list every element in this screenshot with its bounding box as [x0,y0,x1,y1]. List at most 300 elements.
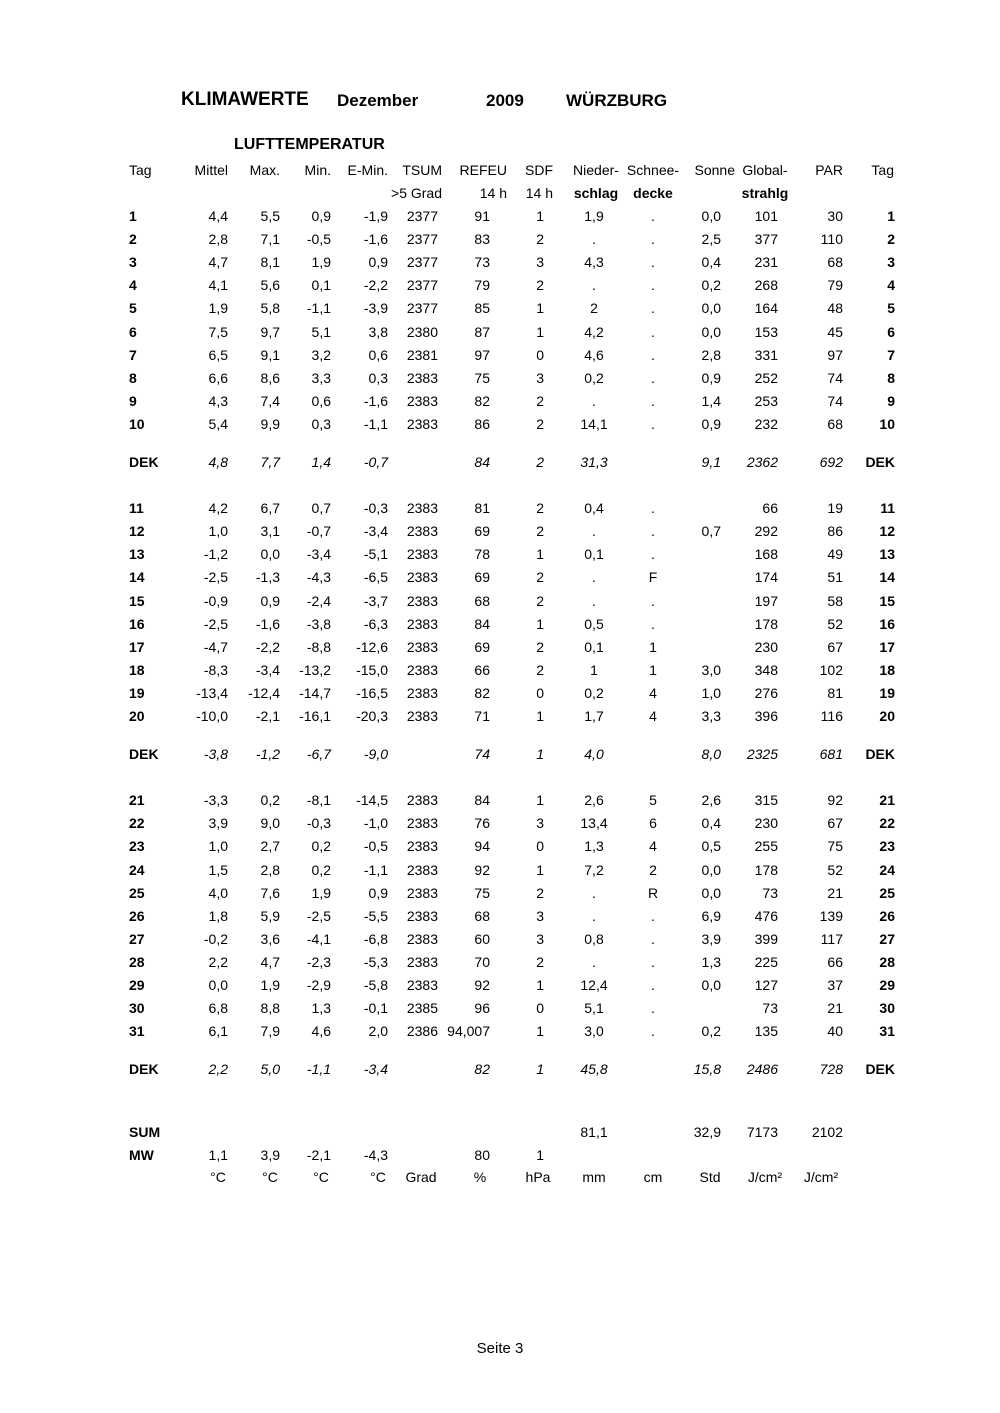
table-cell: 0,2 [311,838,331,854]
table-cell: 32,9 [693,1124,721,1140]
table-cell: 0 [536,1000,544,1016]
table-cell: 4 [649,838,657,854]
table-cell: 9 [129,393,137,409]
dek-row [0,743,1000,765]
table-cell: 2102 [811,1124,843,1140]
table-cell: 6 [649,815,657,831]
table-cell: 5,0 [260,1061,280,1077]
table-cell: . [651,954,655,970]
table-cell: 7173 [746,1124,778,1140]
table-cell: -0,7 [306,523,331,539]
table-cell: -5,5 [363,908,388,924]
table-cell: 27 [879,931,895,947]
table-cell: -4,7 [203,639,228,655]
table-cell: 2,8 [208,231,228,247]
table-cell: 2 [129,231,137,247]
table-cell: 6,1 [208,1023,228,1039]
table-cell: 67 [827,639,843,655]
table-cell: 8,0 [701,746,721,762]
table-cell: 5,8 [260,300,280,316]
table-cell: R [647,885,659,901]
table-cell: -8,1 [306,792,331,808]
table-cell: 4 [649,685,657,701]
table-row [0,928,1000,950]
table-cell: 0,1 [311,277,331,293]
table-cell: 1 [536,616,544,632]
table-cell: 2383 [406,908,438,924]
table-cell: 7,5 [208,324,228,340]
column-header: TSUM [402,162,442,178]
table-cell: 7,6 [260,885,280,901]
table-row [0,705,1000,727]
table-cell: 52 [827,616,843,632]
table-cell: . [651,347,655,363]
table-cell: 139 [819,908,843,924]
table-cell: 13 [879,546,895,562]
month-label: Dezember [337,91,419,110]
table-cell: 230 [754,815,778,831]
table-row [0,905,1000,927]
table-cell: 9,1 [701,454,721,470]
header-row-2 [0,182,1000,204]
table-cell: 22 [129,815,145,831]
table-cell: 0,8 [584,931,604,947]
table-row [0,566,1000,588]
table-cell: . [651,370,655,386]
table-row [0,997,1000,1019]
table-cell: 0,0 [208,977,228,993]
table-cell: -0,2 [203,931,228,947]
table-cell: . [651,231,655,247]
table-cell: -2,9 [306,977,331,993]
table-cell: 4,2 [208,500,228,516]
table-cell: 4,6 [311,1023,331,1039]
table-cell: 82 [474,685,490,701]
column-header: Min. [304,162,331,178]
table-cell: . [651,523,655,539]
table-cell: 0,4 [584,500,604,516]
table-cell: 3,9 [701,931,721,947]
table-cell: 127 [754,977,778,993]
table-cell: 94 [474,838,490,854]
table-row [0,974,1000,996]
table-cell: 10 [129,416,145,432]
table-cell: 21 [827,1000,843,1016]
table-cell: 399 [754,931,778,947]
mw-row [0,1144,1000,1166]
table-cell: . [651,1023,655,1039]
table-cell: 91 [474,208,490,224]
table-cell: 0,0 [701,885,721,901]
table-cell: 0,0 [701,324,721,340]
table-cell: 4,2 [584,324,604,340]
table-cell: 1 [536,300,544,316]
table-cell: . [592,277,596,293]
table-cell: 29 [129,977,145,993]
table-cell: -5,8 [363,977,388,993]
table-cell: 5,4 [208,416,228,432]
table-cell: 2 [536,593,544,609]
table-cell: 7,2 [584,862,604,878]
table-row [0,682,1000,704]
table-cell: 19 [129,685,145,701]
column-header: E-Min. [347,162,388,178]
table-cell: 2383 [406,370,438,386]
table-cell: 2,8 [701,347,721,363]
table-cell: °C [370,1169,386,1185]
column-header: strahlg [741,185,789,201]
table-cell: 23 [879,838,895,854]
table-cell: -6,5 [363,569,388,585]
table-cell: % [473,1169,487,1185]
table-cell: 14,1 [580,416,608,432]
table-cell: 20 [129,708,145,724]
table-cell: 1,3 [311,1000,331,1016]
table-cell: . [651,416,655,432]
table-cell: 8 [129,370,137,386]
table-cell: -2,5 [203,569,228,585]
table-cell: 15,8 [693,1061,721,1077]
table-cell: -0,9 [203,593,228,609]
table-row [0,344,1000,366]
table-cell: 1,8 [208,908,228,924]
table-cell: 0,7 [701,523,721,539]
table-cell: -13,4 [196,685,228,701]
table-cell: 86 [827,523,843,539]
column-header: Schnee- [626,162,680,178]
table-cell: 292 [754,523,778,539]
table-cell: 12,4 [580,977,608,993]
table-cell: 66 [827,954,843,970]
column-header: SDF [525,162,553,178]
table-cell: 69 [474,639,490,655]
table-cell: DEK [865,454,895,470]
table-cell: 3 [536,908,544,924]
table-cell: 30 [129,1000,145,1016]
table-cell: . [592,569,596,585]
table-cell: 74 [827,370,843,386]
column-header: >5 Grad [391,185,442,201]
table-cell: 3,1 [260,523,280,539]
table-cell: 58 [827,593,843,609]
table-cell: 9 [887,393,895,409]
table-cell: 0,9 [260,593,280,609]
table-cell: DEK [865,746,895,762]
table-cell: -5,3 [363,954,388,970]
table-cell: 2383 [406,977,438,993]
table-cell: -0,1 [363,1000,388,1016]
table-cell: -1,6 [363,231,388,247]
table-cell: 253 [754,393,778,409]
page-title: KLIMAWERTE [181,89,309,110]
table-cell: 476 [754,908,778,924]
table-cell: 2 [536,885,544,901]
table-cell: 76 [474,815,490,831]
table-cell: 3,9 [208,815,228,831]
table-cell: 101 [754,208,778,224]
table-cell: 5,5 [260,208,280,224]
table-cell: 1 [887,208,895,224]
table-cell: -3,4 [306,546,331,562]
table-cell: 0,4 [701,815,721,831]
table-cell: 276 [754,685,778,701]
table-cell: 68 [827,416,843,432]
table-cell: 315 [754,792,778,808]
table-row [0,659,1000,681]
table-cell: 45,8 [580,1061,608,1077]
table-cell: 73 [474,254,490,270]
table-cell: 3,3 [701,708,721,724]
table-cell: 2 [536,277,544,293]
table-cell: 94,007 [447,1023,490,1039]
table-cell: DEK [129,1061,159,1077]
table-cell: 2383 [406,954,438,970]
table-cell: 4,8 [208,454,228,470]
table-cell: 7,1 [260,231,280,247]
table-cell: 2,7 [260,838,280,854]
table-cell: 68 [474,593,490,609]
column-header: REFEU [459,162,507,178]
table-cell: 81 [827,685,843,701]
table-cell: 2 [536,231,544,247]
table-cell: 3,0 [584,1023,604,1039]
table-cell: . [651,300,655,316]
table-cell: 7,9 [260,1023,280,1039]
table-cell: -3,4 [255,662,280,678]
table-cell: 2 [536,454,544,470]
table-cell: . [592,231,596,247]
table-cell: 377 [754,231,778,247]
table-cell: 1 [536,324,544,340]
table-cell: 2 [536,639,544,655]
table-cell: 2383 [406,685,438,701]
table-cell: -0,3 [363,500,388,516]
table-cell: 116 [820,708,843,724]
table-cell: -0,7 [363,454,388,470]
table-cell: 2383 [406,815,438,831]
table-row [0,590,1000,612]
table-cell: 82 [474,1061,490,1077]
table-cell: 68 [474,908,490,924]
city-label: WÜRZBURG [566,91,668,110]
table-cell: 69 [474,523,490,539]
table-cell: 0,6 [311,393,331,409]
table-cell: 0,2 [701,277,721,293]
table-cell: 1,1 [208,1147,228,1163]
table-cell: 5 [129,300,137,316]
table-cell: F [648,569,658,585]
table-cell: 1 [536,792,544,808]
table-cell: 74 [474,746,490,762]
table-cell: 30 [827,208,843,224]
table-cell: 21 [129,792,145,808]
table-cell: 70 [474,954,490,970]
table-cell: 2 [536,393,544,409]
table-cell: 164 [754,300,778,316]
column-header: Tag [871,162,894,178]
table-cell: 73 [762,1000,778,1016]
table-cell: 8,6 [260,370,280,386]
table-cell: 6,5 [208,347,228,363]
table-cell: 23 [129,838,145,854]
table-cell: 2,5 [701,231,721,247]
table-cell: 0,9 [701,370,721,386]
table-cell: 84 [474,616,490,632]
table-cell: 3 [536,815,544,831]
table-cell: 97 [827,347,843,363]
table-cell: DEK [129,746,159,762]
table-cell: 252 [754,370,778,386]
table-cell: 4,7 [260,954,280,970]
table-cell: 66 [762,500,778,516]
table-cell: 5,1 [311,324,331,340]
table-cell: . [592,393,596,409]
table-cell: 0,9 [368,254,388,270]
table-cell: 174 [754,569,778,585]
table-cell: 3,2 [311,347,331,363]
table-cell: . [592,523,596,539]
table-cell: 2 [536,569,544,585]
table-cell: 2385 [406,1000,438,1016]
table-cell: 3 [536,254,544,270]
table-cell: 2325 [746,746,778,762]
table-cell: 1 [536,746,544,762]
table-cell: 9,0 [260,815,280,831]
table-cell: 4,4 [208,208,228,224]
table-cell: 2 [887,231,895,247]
table-cell: 2377 [406,231,438,247]
table-cell: 0,1 [584,639,604,655]
table-cell: -9,0 [363,746,388,762]
table-cell: 2,2 [208,954,228,970]
table-cell: 0,9 [311,208,331,224]
table-cell: 2383 [406,792,438,808]
table-cell: 396 [754,708,778,724]
table-cell: . [592,908,596,924]
table-cell: 4 [649,708,657,724]
table-row [0,789,1000,811]
table-cell: 232 [754,416,778,432]
table-cell: -4,3 [363,1147,388,1163]
table-cell: -1,2 [255,746,280,762]
table-cell: -16,5 [356,685,388,701]
header-row-1 [0,159,1000,181]
table-cell: -1,6 [363,393,388,409]
table-cell: -2,3 [306,954,331,970]
table-cell: 231 [754,254,778,270]
table-cell: 1,0 [208,838,228,854]
table-cell: 2 [590,300,598,316]
table-cell: -2,1 [306,1147,331,1163]
table-cell: 1 [536,1023,544,1039]
table-cell: 8 [887,370,895,386]
table-cell: 17 [129,639,145,655]
table-cell: 82 [474,393,490,409]
table-cell: 16 [129,616,145,632]
table-cell: 6,7 [260,500,280,516]
column-header: Nieder- [573,162,619,178]
table-cell: 40 [827,1023,843,1039]
table-cell: 178 [754,862,778,878]
table-cell: 16 [879,616,895,632]
table-cell: 11 [880,500,895,516]
table-cell: -1,1 [363,862,388,878]
table-cell: 75 [474,885,490,901]
table-cell: 1,4 [311,454,331,470]
table-cell: 10 [879,416,895,432]
table-row [0,543,1000,565]
table-cell: -3,8 [306,616,331,632]
column-header: Max. [249,162,280,178]
table-cell: 1 [649,662,657,678]
table-cell: 1 [536,546,544,562]
table-cell: 0,0 [701,208,721,224]
table-cell: Grad [405,1169,437,1185]
table-cell: . [651,908,655,924]
table-cell: 255 [754,838,778,854]
table-cell: 6,8 [208,1000,228,1016]
table-cell: 728 [819,1061,843,1077]
table-cell: 5 [649,792,657,808]
table-cell: 2,6 [584,792,604,808]
table-cell: -0,5 [306,231,331,247]
table-cell: 6,6 [208,370,228,386]
table-cell: 197 [754,593,778,609]
column-header: 14 h [525,185,553,201]
table-cell: 1,7 [584,708,604,724]
table-cell: 2 [536,416,544,432]
table-cell: 4,0 [584,746,604,762]
table-cell: 0,0 [701,977,721,993]
table-cell: 2 [536,500,544,516]
table-cell: 15 [879,593,895,609]
table-cell: 45 [827,324,843,340]
table-cell: 2377 [406,208,438,224]
table-cell: 2486 [746,1061,778,1077]
table-cell: 31 [129,1023,145,1039]
table-cell: 31 [879,1023,895,1039]
table-cell: 14 [879,569,895,585]
table-cell: . [651,977,655,993]
table-cell: 4,6 [584,347,604,363]
table-cell: -8,8 [306,639,331,655]
table-cell: 1,9 [311,885,331,901]
column-header: Global- [742,162,788,178]
table-cell: 24 [129,862,145,878]
table-cell: 5,9 [260,908,280,924]
table-cell: -3,8 [203,746,228,762]
table-cell: -6,7 [306,746,331,762]
table-cell: 2383 [406,546,438,562]
table-cell: -1,2 [203,546,228,562]
table-cell: 3,9 [260,1147,280,1163]
table-cell: 13 [129,546,145,562]
table-cell: 2386 [406,1023,438,1039]
table-cell: 4 [129,277,137,293]
table-cell: 8,8 [260,1000,280,1016]
table-cell: 21 [827,885,843,901]
table-cell: 2383 [406,708,438,724]
table-cell: 19 [827,500,843,516]
table-cell: 0 [536,347,544,363]
table-cell: 2 [649,862,657,878]
table-cell: DEK [129,454,159,470]
table-cell: 1 [536,708,544,724]
table-cell: 0,2 [260,792,280,808]
units-row [0,1166,1000,1188]
table-cell: 2377 [406,277,438,293]
table-cell: 225 [754,954,778,970]
